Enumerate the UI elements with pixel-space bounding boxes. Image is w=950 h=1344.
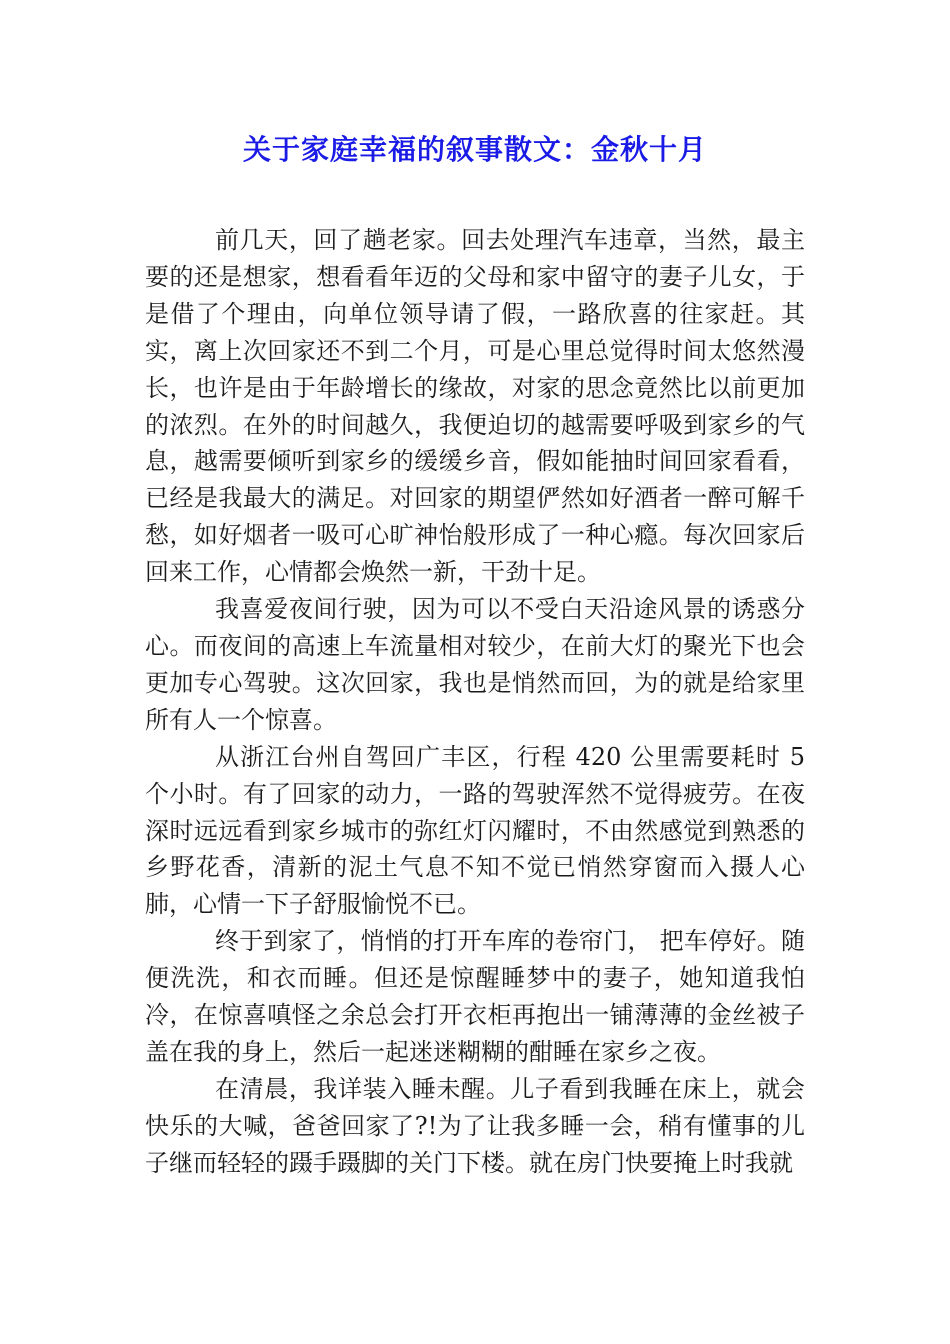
paragraph: 终于到家了，悄悄的打开车库的卷帘门， 把车停好。随便洗洗，和衣而睡。但还是惊醒睡梦中的妻子，她知道我怕冷，在惊喜嗔怪之余总会打开衣柜再抱出一铺薄薄的金丝被子盖在我的身上，然后一起迷迷糊糊的酣睡在家乡之夜。 — [145, 927, 805, 1066]
document-body — [145, 222, 805, 1182]
paragraph: 在清晨，我详装入睡未醒。儿子看到我睡在床上，就会快乐的大喊，爸爸回家了?!为了让我多睡一会，稍有懂事的儿子继而轻轻的蹑手蹑脚的关门下楼。就在房门快要掩上时我就 — [145, 1074, 805, 1177]
paragraph: 前几天，回了趟老家。回去处理汽车违章，当然，最主要的还是想家，想看看年迈的父母和家中留守的妻子儿女，于是借了个理由，向单位领导请了假，一路欣喜的往家赶。其实，离上次回家还不到二个月，可是心里总觉得时间太悠然漫长，也许是由于年龄增长的缘故，对家的思念竟然比以前更加的浓烈。在外的时间越久，我便迫切的越需要呼吸到家乡的气息，越需要倾听到家乡的缓缓乡音，假如能抽时间回家看看，已经是我最大的满足。对回家的期望俨然如好酒者一醉可解千愁，如好烟者一吸可心旷神怡般形成了一种心瘾。每次回家后回来工作，心情都会焕然一新，干劲十足。 — [145, 226, 805, 587]
paragraph: 我喜爱夜间行驶，因为可以不受白天沿途风景的诱惑分心。而夜间的高速上车流量相对较少，在前大灯的聚光下也会更加专心驾驶。这次回家，我也是悄然而回，为的就是给家里所有人一个惊喜。 — [145, 595, 805, 734]
document-title: 关于家庭幸福的叙事散文：金秋十月 — [242, 133, 707, 166]
paragraph: 从浙江台州自驾回广丰区，行程 420 公里需要耗时 5 个小时。有了回家的动力，一路的驾驶浑然不觉得疲劳。在夜深时远远看到家乡城市的弥红灯闪耀时，不由然感觉到熟悉的乡野花香，清新的泥土气息不知不觉已悄然穿窗而入摄人心肺，心情一下子舒服愉悦不已。 — [145, 742, 805, 919]
